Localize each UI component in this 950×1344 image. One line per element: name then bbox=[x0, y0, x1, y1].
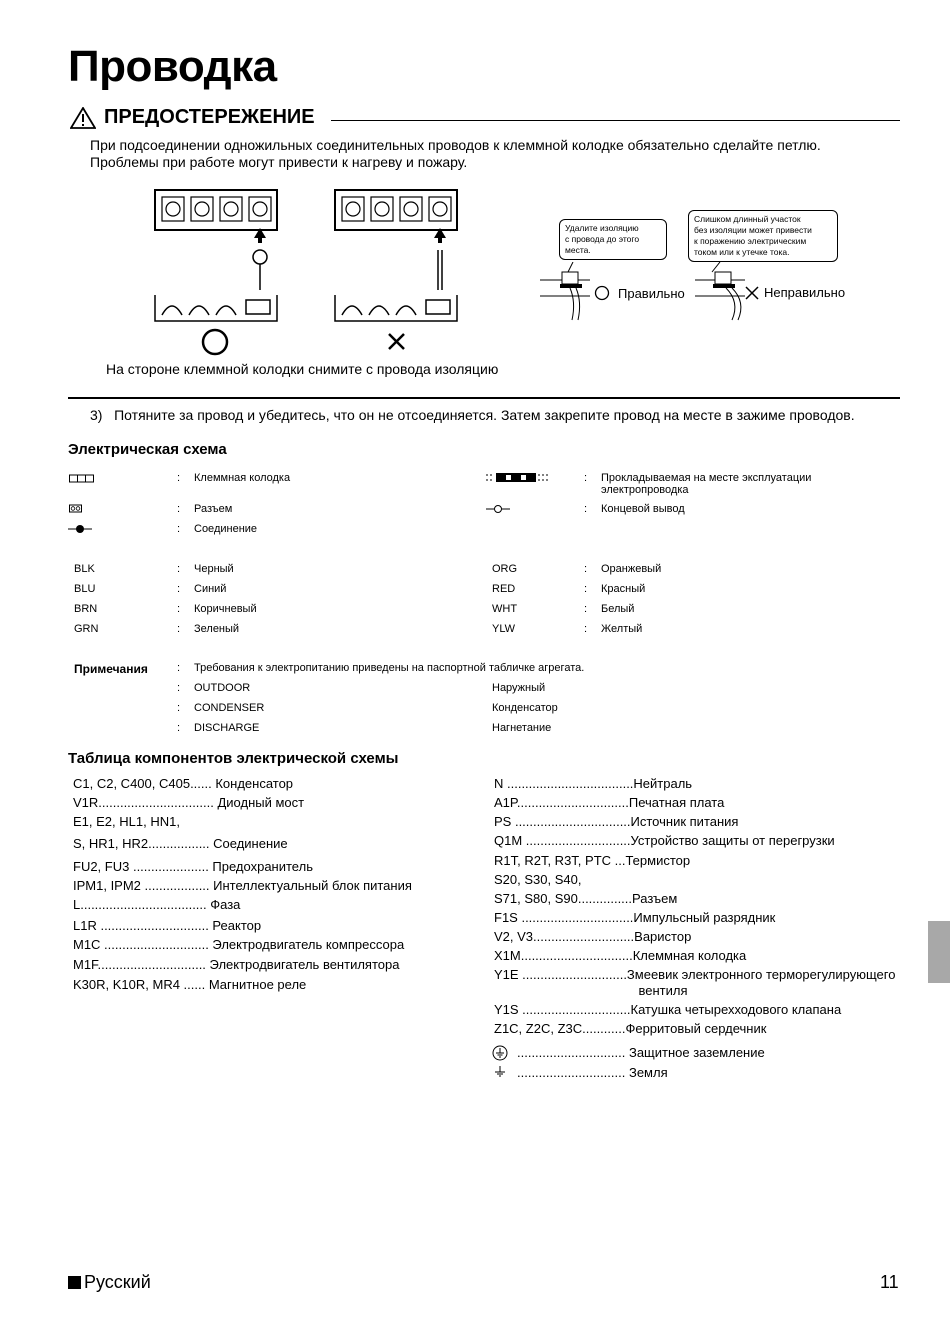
colon: : bbox=[584, 603, 588, 615]
terminal-block-top-right bbox=[335, 190, 457, 230]
ground-icon bbox=[492, 1066, 508, 1078]
label-correct-text: Правильно bbox=[618, 285, 685, 301]
square-icon bbox=[68, 1276, 81, 1289]
colon: : bbox=[177, 722, 181, 734]
component-item: M1C ............................. Электродвигатель компрессора bbox=[73, 937, 405, 952]
component-item: M1F.............................. Электродвигатель вентилятора bbox=[73, 957, 400, 972]
callout-incorrect-line: к поражению электрическим bbox=[694, 236, 807, 246]
color-code: RED bbox=[492, 583, 516, 595]
field-wiring-icon bbox=[486, 473, 548, 483]
colon: : bbox=[177, 702, 181, 714]
warning-icon bbox=[70, 107, 96, 129]
note-term: CONDENSER bbox=[194, 702, 265, 714]
legend-field-wiring-line2: электропроводка bbox=[601, 484, 689, 496]
section-divider bbox=[68, 397, 900, 399]
color-name: Синий bbox=[194, 583, 227, 595]
component-item: K30R, K10R, MR4 ...... Магнитное реле bbox=[73, 977, 307, 992]
component-item: F1S ...............................Импульсный разрядник bbox=[494, 910, 776, 925]
circle-icon bbox=[594, 285, 610, 301]
color-code: WHT bbox=[492, 603, 518, 615]
note-translation: Нагнетание bbox=[492, 722, 552, 734]
component-item: FU2, FU3 ..................... Предохранитель bbox=[73, 859, 313, 874]
component-item: PS ................................Источник питания bbox=[494, 814, 739, 829]
colon: : bbox=[177, 583, 181, 595]
schema-heading: Электрическая схема bbox=[68, 441, 227, 458]
callout-incorrect-line: без изоляции может привести bbox=[694, 225, 812, 235]
notes-text: Требования к электропитанию приведены на паспортной табличке агрегата. bbox=[194, 662, 585, 674]
callout-incorrect-line: Слишком длинный участок bbox=[694, 214, 801, 224]
legend-connection: Соединение bbox=[194, 523, 258, 535]
colon: : bbox=[177, 523, 181, 535]
colon: : bbox=[177, 623, 181, 635]
legend-terminal-end: Концевой вывод bbox=[601, 503, 685, 515]
component-item: L................................... Фаза bbox=[73, 897, 241, 912]
side-tab bbox=[928, 921, 950, 983]
component-item: R1T, R2T, R3T, PTC ...Термистор bbox=[494, 853, 691, 868]
color-name: Черный bbox=[194, 563, 234, 575]
component-item: V2, V3............................Варистор bbox=[494, 929, 692, 944]
note-translation: Наружный bbox=[492, 682, 546, 694]
component-item: S20, S30, S40, bbox=[494, 872, 582, 887]
figure-caption: На стороне клеммной колодки снимите с провода изоляцию bbox=[106, 361, 499, 377]
footer-language-text: Русский bbox=[84, 1272, 151, 1292]
note-term: OUTDOOR bbox=[194, 682, 251, 694]
caution-text bbox=[90, 137, 890, 171]
colon: : bbox=[584, 623, 588, 635]
note-term: DISCHARGE bbox=[194, 722, 260, 734]
caution-line-2: Проблемы при работе могут привести к нагреву и пожару. bbox=[90, 154, 468, 170]
component-item: V1R................................ Диодный мост bbox=[73, 795, 305, 810]
terminal-block-bottom-right bbox=[335, 295, 457, 321]
cross-icon bbox=[745, 286, 759, 300]
colon: : bbox=[584, 472, 588, 484]
component-item: N ...................................Нейтраль bbox=[494, 776, 693, 791]
legend-connector: Разъем bbox=[194, 503, 233, 515]
component-protective-ground: .............................. Защитное заземление bbox=[517, 1045, 765, 1060]
colon: : bbox=[584, 583, 588, 595]
color-code: BLK bbox=[74, 563, 95, 575]
page-title: Проводка bbox=[68, 42, 277, 91]
caution-line-1: При подсоединении одножильных соединительных проводов к клеммной колодке обязательно сделайте петлю. bbox=[90, 137, 821, 153]
component-item: A1P...............................Печатная плата bbox=[494, 795, 725, 810]
colon: : bbox=[584, 563, 588, 575]
colon: : bbox=[177, 503, 181, 515]
colon: : bbox=[177, 682, 181, 694]
colon: : bbox=[177, 603, 181, 615]
caution-label: ПРЕДОСТЕРЕЖЕНИЕ bbox=[104, 106, 315, 128]
note-translation: Конденсатор bbox=[492, 702, 558, 714]
color-code: YLW bbox=[492, 623, 516, 635]
footer-language bbox=[68, 1272, 151, 1293]
terminal-end-icon bbox=[486, 504, 510, 514]
callout-incorrect-line: током или к утечке тока. bbox=[694, 247, 790, 257]
color-name: Желтый bbox=[601, 623, 643, 635]
caution-rule bbox=[331, 120, 900, 121]
component-item: IPM1, IPM2 .................. Интеллектуальный блок питания bbox=[73, 878, 412, 893]
notes-label: Примечания bbox=[74, 662, 148, 676]
terminal-block-top-left bbox=[155, 190, 277, 230]
legend-terminal-block: Клеммная колодка bbox=[194, 472, 291, 484]
page-number: 11 bbox=[880, 1272, 899, 1292]
component-item: вентиля bbox=[494, 983, 688, 998]
component-item: Y1S ..............................Катушка четырехходового клапана bbox=[494, 1002, 842, 1017]
label-incorrect-text: Неправильно bbox=[764, 285, 846, 300]
color-name: Коричневый bbox=[194, 603, 257, 615]
colon: : bbox=[177, 563, 181, 575]
colon: : bbox=[177, 662, 181, 674]
label-correct bbox=[594, 285, 685, 301]
terminal-block-bottom-left bbox=[155, 295, 277, 321]
legend-field-wiring-line1: Прокладываемая на месте эксплуатации bbox=[601, 472, 812, 484]
colon: : bbox=[584, 503, 588, 515]
step-3: 3) Потяните за провод и убедитесь, что он не отсоединяется. Затем закрепите провод на месте в зажиме проводов. bbox=[90, 407, 855, 423]
connection-icon bbox=[68, 524, 92, 534]
component-item: L1R .............................. Реактор bbox=[73, 918, 262, 933]
terminal-block-figure bbox=[150, 185, 470, 360]
component-item: Q1M .............................Устройство защиты от перегрузки bbox=[494, 833, 835, 848]
callout-correct-line: места. bbox=[565, 245, 591, 255]
legend-field-wiring bbox=[601, 472, 811, 496]
callout-correct bbox=[559, 219, 667, 260]
connector-icon bbox=[69, 504, 83, 514]
terminal-block-icon bbox=[69, 474, 95, 484]
components-heading: Таблица компонентов электрической схемы bbox=[68, 750, 399, 767]
color-code: GRN bbox=[74, 623, 99, 635]
color-code: BRN bbox=[74, 603, 98, 615]
component-item: Z1C, Z2C, Z3C............Ферритовый сердечник bbox=[494, 1021, 767, 1036]
colon: : bbox=[177, 472, 181, 484]
component-ground: .............................. Земля bbox=[517, 1065, 668, 1080]
color-name: Красный bbox=[601, 583, 646, 595]
component-item: C1, C2, C400, C405...... Конденсатор bbox=[73, 776, 294, 791]
color-code: BLU bbox=[74, 583, 96, 595]
component-item: Y1E .............................Змеевик электронного терморегулирующего bbox=[494, 967, 896, 982]
label-incorrect bbox=[745, 285, 845, 300]
callout-correct-line: Удалите изоляцию bbox=[565, 223, 639, 233]
color-name: Белый bbox=[601, 603, 635, 615]
protective-ground-icon bbox=[492, 1045, 508, 1061]
component-item: X1M...............................Клеммная колодка bbox=[494, 948, 747, 963]
callout-correct-line: с провода до этого bbox=[565, 234, 640, 244]
color-code: ORG bbox=[492, 563, 518, 575]
component-item: E1, E2, HL1, HN1, bbox=[73, 814, 180, 829]
component-item: S71, S80, S90...............Разъем bbox=[494, 891, 678, 906]
color-name: Зеленый bbox=[194, 623, 240, 635]
color-name: Оранжевый bbox=[601, 563, 662, 575]
callout-incorrect bbox=[688, 210, 838, 262]
caution-heading bbox=[70, 106, 315, 129]
component-item: S, HR1, HR2................. Соединение bbox=[73, 836, 288, 851]
